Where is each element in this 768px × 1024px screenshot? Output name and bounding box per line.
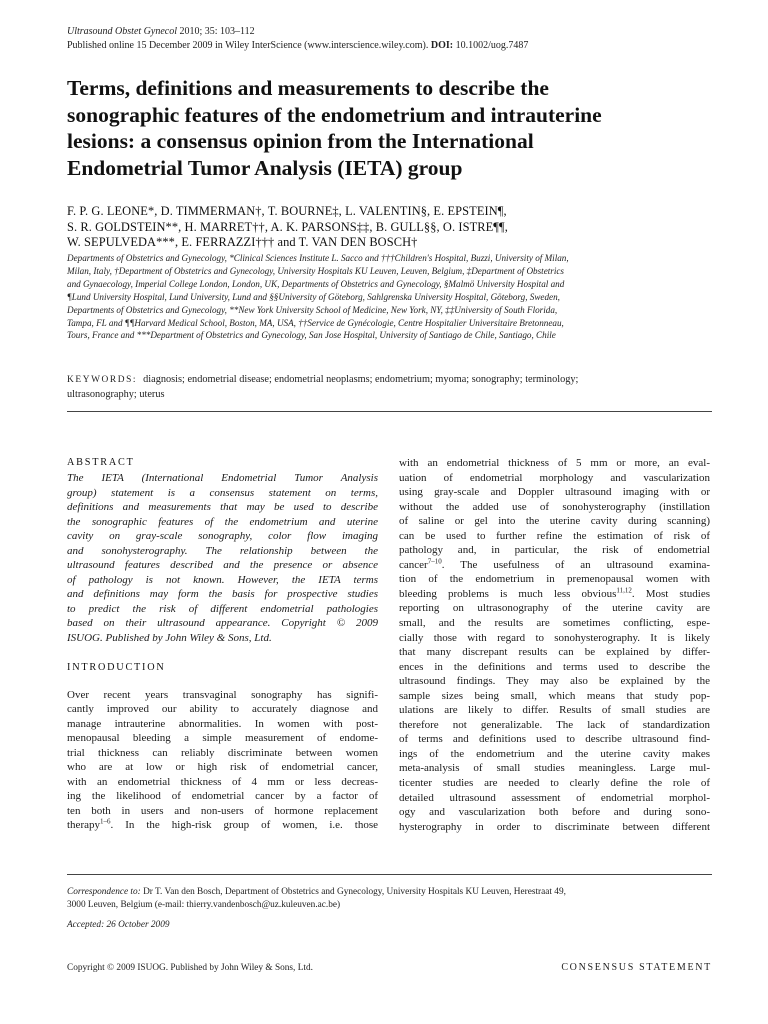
body-line: manage intrauterine abnormalities. In women with post- <box>67 717 378 730</box>
title-line: lesions: a consensus opinion from the International <box>67 129 534 153</box>
journal-name: Ultrasound Obstet Gynecol <box>67 26 177 37</box>
body-line: of terms and definitions used to describe ultrasound find- <box>399 733 710 746</box>
right-column <box>399 456 710 834</box>
keywords-line <box>67 373 712 388</box>
keywords-text: diagnosis; endometrial disease; endometrial neoplasms; endometrium; myoma; sonography; terminology; <box>143 374 579 385</box>
body-line: hysterography in order to discriminate between different <box>399 820 710 833</box>
spacer <box>67 646 378 660</box>
body-line: reporting on ultrasonography of the uterine cavity are <box>399 602 710 615</box>
author-line: F. P. G. LEONE*, D. TIMMERMAN†, T. BOURNE‡, L. VALENTIN§, E. EPSTEIN¶, <box>67 204 507 218</box>
affiliation-line: and Gynaecology, Imperial College London, London, UK, Departments of Obstetrics and Gynecology, §Malmö University Hospital and <box>67 278 565 289</box>
body-line: small, and the results are sometimes conflicting, espe- <box>399 617 710 630</box>
correspondence-line <box>67 886 712 899</box>
title-line: sonographic features of the endometrium and intrauterine <box>67 102 602 127</box>
author-line: W. SEPULVEDA***, E. FERRAZZI††† and T. VAN DEN BOSCH† <box>67 235 418 249</box>
body-line: ten both in users and non-users of hormone replacement <box>67 804 378 817</box>
copyright-notice: Copyright © 2009 ISUOG. Published by John Wiley & Sons, Ltd. <box>67 963 313 973</box>
affiliations <box>67 252 712 342</box>
body-line: with an endometrial thickness of 5 mm or more, an eval- <box>399 457 710 469</box>
affiliation-line: Departments of Obstetrics and Gynecology, *Clinical Sciences Institute L. Sacco and †††Children's Hospital, Buzzi, University of Milan, <box>67 253 569 263</box>
correspondence-label: Correspondence to: <box>67 887 141 897</box>
abstract-line: cavity on gray-scale sonography, color flow imaging <box>67 530 378 543</box>
body-line: detailed ultrasound assessment of endometrial morphol- <box>399 791 710 804</box>
footnote-divider <box>67 874 712 875</box>
left-column <box>67 455 378 833</box>
abstract-line: of pathology is not known. However, the IETA terms <box>67 573 378 586</box>
correspondence-line: 3000 Leuven, Belgium (e-mail: thierry.vandenbosch@uz.kuleuven.ac.be) <box>67 899 341 910</box>
affiliation-line: ¶Lund University Hospital, Lund University, Lund and §§University of Göteborg, Sahlgrenska University Hospital, Göteborg, Sweden, <box>67 291 560 302</box>
body-line: sample sizes being small, which means that study pop- <box>399 689 710 702</box>
body-text-run: . Most studies <box>631 587 710 600</box>
affiliation-line: Tampa, FL and ¶¶Harvard Medical School, Boston, MA, USA, ††Service de Gynécologie, Centre Hospitalier Universitaire Bretonneau, <box>67 317 564 328</box>
body-text-run: bleeding problems is much less obvious <box>399 587 617 600</box>
header-divider <box>67 411 712 412</box>
abstract-line: group) statement is a consensus statement on terms, <box>67 486 378 499</box>
body-line: trial thickness can reliably discriminate between women <box>67 746 378 759</box>
author-line: S. R. GOLDSTEIN**, H. MARRET††, A. K. PARSONS‡‡, B. GULL§§, O. ISTRE¶¶, <box>67 219 508 234</box>
body-line: cially those with regard to sonohysterography. It is likely <box>399 631 710 644</box>
body-line: ings of the endometrium and the uterine cavity makes <box>399 747 710 760</box>
body-text-run: cancer <box>399 558 428 571</box>
title-line: Terms, definitions and measurements to describe the <box>67 76 549 100</box>
body-line: menopausal bleeding a simple measurement of endome- <box>67 732 378 745</box>
accepted-date: Accepted: 26 October 2009 <box>67 920 170 930</box>
abstract-line: and sonohysterography. The relationship between the <box>67 544 378 557</box>
body-line <box>399 558 710 573</box>
body-line <box>399 587 710 602</box>
body-line: who are at low or high risk of endometrial cancer, <box>67 761 378 774</box>
body-text-run: . The usefulness of an ultrasound examina- <box>441 558 710 571</box>
body-line: without the added use of sonohysterography (instillation <box>399 500 710 513</box>
body-line: can be used to further refine the estimation of risk of <box>399 529 710 542</box>
keywords-label: KEYWORDS: <box>67 375 138 385</box>
doi-value: 10.1002/uog.7487 <box>453 40 529 51</box>
body-line: cantly improved our ability to accurately diagnose and <box>67 703 378 716</box>
abstract-line: the sonographic features of the endometrium and uterine <box>67 515 378 528</box>
citation-superscript: 11,12 <box>616 586 632 595</box>
body-text-run: . In the high-risk group of women, i.e. those <box>110 819 378 832</box>
abstract-heading: ABSTRACT <box>67 457 135 468</box>
correspondence-address: Dr T. Van den Bosch, Department of Obstetrics and Gynecology, University Hospitals KU Leuven, Herestraat 49, <box>140 887 566 897</box>
article-type-label: CONSENSUS STATEMENT <box>561 962 712 973</box>
body-line: pathology and, in particular, the risk of endometrial <box>399 544 710 557</box>
article-title <box>67 75 712 181</box>
body-line: uation of endometrial morphology and vascularization <box>399 471 710 484</box>
body-text-run: therapy <box>67 819 100 832</box>
body-line: ing the likelihood of endometrial cancer by a factor of <box>67 790 378 803</box>
journal-citation <box>67 25 717 39</box>
abstract-line: to predict the risk of different endometrial pathologies <box>67 602 378 615</box>
affiliation-line: Milan, Italy, †Department of Obstetrics and Gynecology, University Hospitals KU Leuven, Leuven, Belgium, ‡Department of Obstetrics <box>67 265 564 276</box>
body-line: that many discrepant results can be explained by differ- <box>399 646 710 659</box>
abstract-body <box>67 471 378 646</box>
body-line: ultrasound findings. They may also be explained by the <box>399 675 710 688</box>
affiliation-line: Tours, France and ***Department of Obstetrics and Gynecology, San Jose Hospital, University of Santiago de Chile, Santiago, Chile <box>67 330 556 341</box>
title-line: Endometrial Tumor Analysis (IETA) group <box>67 155 463 180</box>
keywords <box>67 373 712 401</box>
abstract-line: based on their ultrasound appearance. Copyright © 2009 <box>67 617 378 630</box>
introduction-body <box>67 688 378 833</box>
abstract-line: and definitions may form the basis for prospective studies <box>67 588 378 601</box>
correspondence <box>67 886 712 911</box>
body-line: with an endometrial thickness of 4 mm or less decreas- <box>67 775 378 788</box>
abstract-line: ultrasound features described and the presence or absence <box>67 559 378 572</box>
citation-superscript: 7–10 <box>427 557 442 566</box>
author-list <box>67 204 712 251</box>
abstract-line: definitions and measurements that may be used to describe <box>67 501 378 514</box>
publication-info <box>67 39 717 53</box>
published-online: Published online 15 December 2009 in Wiley InterScience (www.interscience.wiley.com). <box>67 40 431 51</box>
affiliation-line: Departments of Obstetrics and Gynecology, **New York University School of Medicine, New York, NY, ‡‡University of South Florida, <box>67 304 558 315</box>
body-line: of saline or gel into the uterine cavity during scanning) <box>399 515 710 528</box>
body-line: ticenter studies are needed to clearly define the role of <box>399 777 710 790</box>
body-line: using gray-scale and Doppler ultrasound imaging with or <box>399 486 710 499</box>
body-line: ogy and vascularization both before and during sono- <box>399 806 710 819</box>
introduction-body-continued <box>399 456 710 834</box>
doi-label: DOI: <box>430 40 454 51</box>
volume-pages: 2010; 35: 103–112 <box>177 26 255 37</box>
abstract-line: The IETA (International Endometrial Tumor Analysis <box>67 472 378 484</box>
body-line: meta-analysis of small studies meaningless. Large mul- <box>399 762 710 775</box>
body-line: tion of the endometrium in premenopausal women with <box>399 573 710 586</box>
abstract-line: ISUOG. Published by John Wiley & Sons, Ltd. <box>67 632 272 645</box>
citation-superscript: 1–6 <box>99 817 111 826</box>
body-line: ulations are likely to differ. Results of small studies are <box>399 704 710 717</box>
running-head <box>67 25 717 53</box>
spacer <box>67 675 378 688</box>
body-line: therefore not generalizable. The lack of standardization <box>399 718 710 731</box>
keywords-line: ultrasonography; uterus <box>67 388 165 400</box>
body-line: Over recent years transvaginal sonography has signifi- <box>67 688 378 701</box>
body-line <box>67 818 378 833</box>
body-line: ences in the definitions and terms used to describe the <box>399 660 710 673</box>
introduction-heading: INTRODUCTION <box>67 661 166 673</box>
